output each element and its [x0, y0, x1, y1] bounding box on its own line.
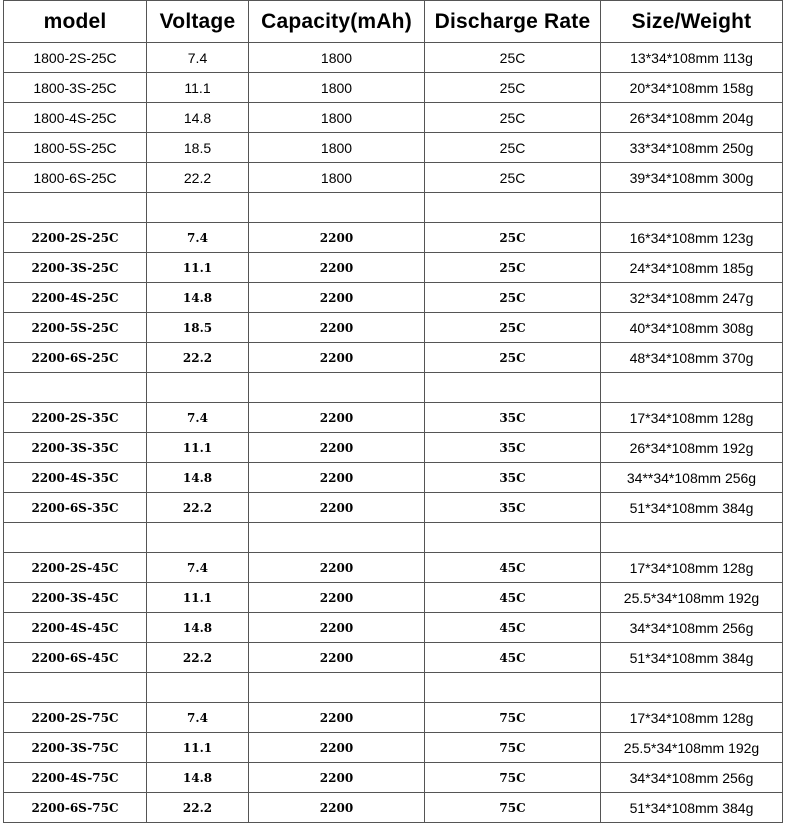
cell-model: 2200-2S-75C: [4, 703, 147, 733]
cell-size-weight: 51*34*108mm 384g: [601, 643, 783, 673]
cell-discharge-rate: 45C: [425, 643, 601, 673]
cell-capacity: 2200: [249, 403, 425, 433]
table-row-spacer: [4, 523, 783, 553]
cell-size-weight: 17*34*108mm 128g: [601, 703, 783, 733]
table-body: [4, 43, 783, 823]
cell-discharge-rate: 25C: [425, 43, 601, 73]
cell-model: 1800-4S-25C: [4, 103, 147, 133]
header-row: [4, 1, 783, 43]
table-row: [4, 433, 783, 463]
cell-capacity: 2200: [249, 463, 425, 493]
cell-voltage: 14.8: [147, 103, 249, 133]
cell-model: 2200-6S-25C: [4, 343, 147, 373]
cell-model: 2200-3S-75C: [4, 733, 147, 763]
cell-size-weight: 26*34*108mm 204g: [601, 103, 783, 133]
cell-capacity: 2200: [249, 763, 425, 793]
cell-discharge-rate: 25C: [425, 223, 601, 253]
cell-voltage: 22.2: [147, 343, 249, 373]
table-row: [4, 313, 783, 343]
cell-model: [4, 523, 147, 553]
cell-capacity: [249, 373, 425, 403]
cell-size-weight: 33*34*108mm 250g: [601, 133, 783, 163]
cell-capacity: [249, 523, 425, 553]
cell-voltage: 22.2: [147, 163, 249, 193]
cell-discharge-rate: [425, 193, 601, 223]
cell-size-weight: 17*34*108mm 128g: [601, 553, 783, 583]
table-row: [4, 43, 783, 73]
cell-model: 2200-6S-35C: [4, 493, 147, 523]
cell-size-weight: [601, 523, 783, 553]
cell-size-weight: 16*34*108mm 123g: [601, 223, 783, 253]
cell-discharge-rate: 35C: [425, 433, 601, 463]
cell-voltage: 14.8: [147, 463, 249, 493]
cell-discharge-rate: 75C: [425, 703, 601, 733]
cell-size-weight: 40*34*108mm 308g: [601, 313, 783, 343]
table-row: [4, 493, 783, 523]
cell-capacity: 2200: [249, 343, 425, 373]
battery-spec-table: [3, 0, 783, 823]
cell-model: [4, 193, 147, 223]
table-row: [4, 643, 783, 673]
cell-discharge-rate: 25C: [425, 103, 601, 133]
table-row: [4, 583, 783, 613]
table-row: [4, 163, 783, 193]
header-voltage: Voltage: [147, 1, 249, 43]
table-row: [4, 793, 783, 823]
cell-size-weight: [601, 373, 783, 403]
table-row: [4, 463, 783, 493]
cell-discharge-rate: [425, 523, 601, 553]
cell-size-weight: 20*34*108mm 158g: [601, 73, 783, 103]
cell-size-weight: 26*34*108mm 192g: [601, 433, 783, 463]
cell-discharge-rate: [425, 373, 601, 403]
cell-size-weight: 13*34*108mm 113g: [601, 43, 783, 73]
cell-capacity: 1800: [249, 163, 425, 193]
cell-model: 2200-6S-45C: [4, 643, 147, 673]
cell-voltage: [147, 523, 249, 553]
header-capacity: Capacity(mAh): [249, 1, 425, 43]
cell-voltage: 14.8: [147, 763, 249, 793]
cell-discharge-rate: 35C: [425, 493, 601, 523]
cell-capacity: 1800: [249, 133, 425, 163]
cell-capacity: 2200: [249, 583, 425, 613]
cell-discharge-rate: 35C: [425, 463, 601, 493]
cell-discharge-rate: 25C: [425, 163, 601, 193]
table-row: [4, 403, 783, 433]
cell-voltage: 11.1: [147, 73, 249, 103]
cell-voltage: 7.4: [147, 553, 249, 583]
table-row: [4, 103, 783, 133]
cell-model: 2200-3S-25C: [4, 253, 147, 283]
cell-model: 2200-4S-45C: [4, 613, 147, 643]
cell-voltage: 7.4: [147, 703, 249, 733]
cell-size-weight: 34**34*108mm 256g: [601, 463, 783, 493]
cell-capacity: 2200: [249, 733, 425, 763]
cell-size-weight: 25.5*34*108mm 192g: [601, 583, 783, 613]
cell-model: 1800-2S-25C: [4, 43, 147, 73]
cell-discharge-rate: 45C: [425, 553, 601, 583]
cell-model: 2200-4S-25C: [4, 283, 147, 313]
cell-capacity: 2200: [249, 223, 425, 253]
cell-size-weight: 24*34*108mm 185g: [601, 253, 783, 283]
cell-voltage: 14.8: [147, 613, 249, 643]
cell-voltage: 11.1: [147, 253, 249, 283]
table-row: [4, 343, 783, 373]
header-size-weight: Size/Weight: [601, 1, 783, 43]
table-row: [4, 703, 783, 733]
cell-voltage: [147, 673, 249, 703]
table-row: [4, 133, 783, 163]
table-row: [4, 763, 783, 793]
cell-capacity: 2200: [249, 493, 425, 523]
cell-voltage: 7.4: [147, 223, 249, 253]
cell-discharge-rate: 35C: [425, 403, 601, 433]
cell-voltage: 7.4: [147, 403, 249, 433]
table-row: [4, 613, 783, 643]
cell-discharge-rate: 45C: [425, 583, 601, 613]
cell-voltage: 18.5: [147, 133, 249, 163]
cell-capacity: 2200: [249, 793, 425, 823]
cell-model: [4, 673, 147, 703]
cell-capacity: 2200: [249, 313, 425, 343]
cell-capacity: 2200: [249, 613, 425, 643]
cell-model: 2200-4S-75C: [4, 763, 147, 793]
cell-model: 2200-3S-35C: [4, 433, 147, 463]
cell-size-weight: 32*34*108mm 247g: [601, 283, 783, 313]
cell-capacity: [249, 673, 425, 703]
cell-discharge-rate: 25C: [425, 73, 601, 103]
cell-discharge-rate: 75C: [425, 763, 601, 793]
cell-voltage: 22.2: [147, 493, 249, 523]
cell-discharge-rate: 25C: [425, 253, 601, 283]
cell-size-weight: 51*34*108mm 384g: [601, 493, 783, 523]
cell-model: 2200-2S-45C: [4, 553, 147, 583]
cell-voltage: 22.2: [147, 793, 249, 823]
cell-capacity: 2200: [249, 703, 425, 733]
cell-discharge-rate: 25C: [425, 133, 601, 163]
cell-model: 1800-6S-25C: [4, 163, 147, 193]
cell-size-weight: 25.5*34*108mm 192g: [601, 733, 783, 763]
cell-discharge-rate: 75C: [425, 793, 601, 823]
cell-model: 2200-5S-25C: [4, 313, 147, 343]
cell-size-weight: 17*34*108mm 128g: [601, 403, 783, 433]
table-row: [4, 223, 783, 253]
cell-size-weight: [601, 673, 783, 703]
cell-discharge-rate: [425, 673, 601, 703]
cell-model: 2200-6S-75C: [4, 793, 147, 823]
table-header: [4, 1, 783, 43]
cell-size-weight: 34*34*108mm 256g: [601, 613, 783, 643]
cell-model: 1800-3S-25C: [4, 73, 147, 103]
cell-model: 2200-2S-25C: [4, 223, 147, 253]
cell-size-weight: [601, 193, 783, 223]
cell-voltage: 14.8: [147, 283, 249, 313]
cell-capacity: 2200: [249, 433, 425, 463]
cell-capacity: 1800: [249, 103, 425, 133]
cell-voltage: [147, 373, 249, 403]
header-discharge-rate: Discharge Rate: [425, 1, 601, 43]
header-model: model: [4, 1, 147, 43]
table-row-spacer: [4, 673, 783, 703]
cell-model: [4, 373, 147, 403]
cell-discharge-rate: 25C: [425, 343, 601, 373]
cell-model: 2200-2S-35C: [4, 403, 147, 433]
cell-discharge-rate: 45C: [425, 613, 601, 643]
cell-discharge-rate: 25C: [425, 313, 601, 343]
cell-size-weight: 34*34*108mm 256g: [601, 763, 783, 793]
cell-model: 1800-5S-25C: [4, 133, 147, 163]
table-row-spacer: [4, 373, 783, 403]
cell-voltage: 11.1: [147, 433, 249, 463]
cell-capacity: 2200: [249, 553, 425, 583]
table-row: [4, 253, 783, 283]
table-row: [4, 283, 783, 313]
cell-size-weight: 39*34*108mm 300g: [601, 163, 783, 193]
cell-capacity: 2200: [249, 253, 425, 283]
table-row: [4, 73, 783, 103]
cell-size-weight: 51*34*108mm 384g: [601, 793, 783, 823]
cell-voltage: [147, 193, 249, 223]
table-row-spacer: [4, 193, 783, 223]
cell-voltage: 11.1: [147, 733, 249, 763]
cell-capacity: 1800: [249, 73, 425, 103]
cell-model: 2200-3S-45C: [4, 583, 147, 613]
cell-size-weight: 48*34*108mm 370g: [601, 343, 783, 373]
cell-voltage: 22.2: [147, 643, 249, 673]
cell-voltage: 18.5: [147, 313, 249, 343]
cell-discharge-rate: 75C: [425, 733, 601, 763]
cell-discharge-rate: 25C: [425, 283, 601, 313]
cell-model: 2200-4S-35C: [4, 463, 147, 493]
table-row: [4, 553, 783, 583]
cell-capacity: [249, 193, 425, 223]
cell-capacity: 2200: [249, 643, 425, 673]
cell-capacity: 1800: [249, 43, 425, 73]
cell-capacity: 2200: [249, 283, 425, 313]
table-row: [4, 733, 783, 763]
cell-voltage: 7.4: [147, 43, 249, 73]
cell-voltage: 11.1: [147, 583, 249, 613]
